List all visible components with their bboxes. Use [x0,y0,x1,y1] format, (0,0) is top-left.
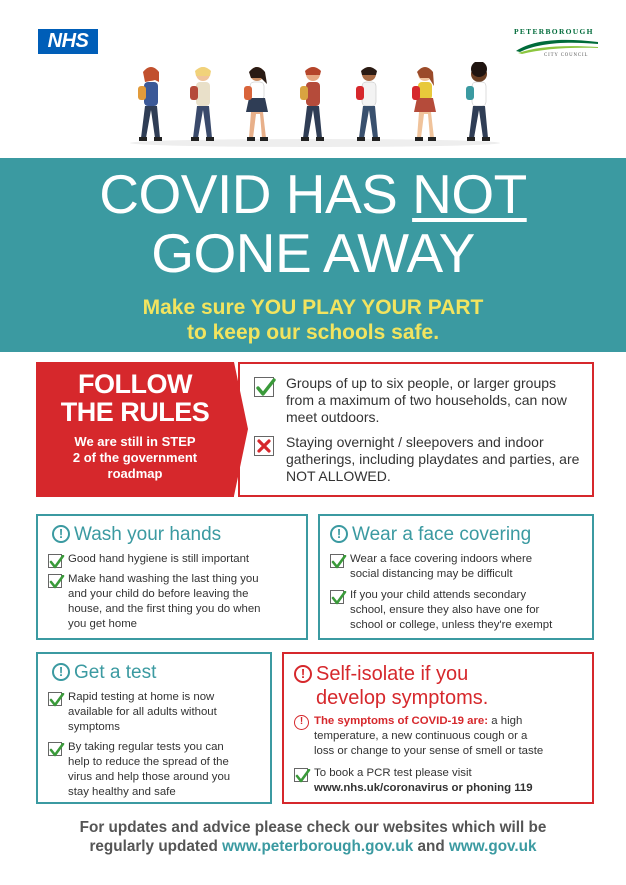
follow-rules-title-line1: FOLLOW [78,369,192,399]
green-check-icon [294,768,308,782]
self-isolate-title: ! Self-isolate if you develop symptoms. [294,662,488,710]
symptoms-item [294,714,592,762]
nhs-logo: NHS [38,29,98,54]
list-item-text: Make hand washing the last thing you and your child do before leaving the house, and the first thing you do when you get home [68,573,261,630]
roadmap-note [44,434,226,482]
green-check-icon [48,692,62,706]
footer-line1: For updates and advice please check our websites which will be [79,819,547,836]
list-item-text: Rapid testing at home is now available for all adults without symptoms [68,691,217,733]
book-test-item [294,766,592,798]
list-item-text: Good hand hygiene is still important [68,553,250,565]
wash-hands-box [36,514,308,640]
follow-rules-title-line2: THE RULES [60,397,210,427]
book-test-text: To book a PCR test please visit www.nhs.uk/coronavirus or phoning 119 [314,767,533,794]
green-check-icon [48,554,62,568]
exclamation-icon: ! [294,665,312,683]
list-item [330,588,592,636]
list-item [48,740,268,802]
peterborough-link[interactable]: www.peterborough.gov.uk [222,838,414,855]
face-covering-box [318,514,594,640]
roadmap-note-line3: roadmap [107,466,163,481]
green-check-icon [48,574,62,588]
roadmap-note-line2: 2 of the government [72,450,198,465]
council-logo-bottom: CITY COUNCIL [544,53,589,58]
rule-not-allowed-text: Staying overnight / sleepovers and indoor gatherings, including playdates and parties, are NOT ALLOWED. [286,434,580,484]
footer-note [0,818,626,856]
green-check-icon [48,742,62,756]
nhs-link[interactable]: www.nhs.uk/coronavirus or phoning 119 [314,782,533,794]
headline-emphasis: NOT [412,163,527,225]
list-item [48,552,303,568]
list-item [330,552,592,584]
council-logo-top: PETERBOROUGH [514,27,594,36]
child-figure [356,67,380,141]
child-figure [300,67,324,141]
child-figure [466,62,490,141]
exclamation-icon: ! [330,525,348,543]
subheadline-line2: to keep our schools safe. [186,321,440,344]
peterborough-council-logo [514,27,600,63]
follow-rules-title [36,370,234,426]
list-item-text: Wear a face covering indoors where social distancing may be difficult [350,553,533,580]
exclamation-icon: ! [52,525,70,543]
list-item-text: By taking regular tests you can help to reduce the spread of the virus and help those around you stay healthy and safe [68,741,231,798]
footer-line2: regularly updated www.peterborough.gov.uk and www.gov.uk [89,838,537,855]
rule-allowed-text: Groups of up to six people, or larger groups from a maximum of two households, can now meet outdoors. [286,375,567,425]
rule-not-allowed [254,434,584,486]
green-check-icon [254,377,274,397]
exclamation-icon: ! [52,663,70,681]
get-test-title: ! Get a test [52,662,156,684]
council-swoosh-icon [514,36,600,54]
child-figure [190,67,214,141]
child-figure [138,67,162,141]
self-isolate-box [282,652,594,804]
child-figure [412,67,436,141]
face-covering-title: ! Wear a face covering [330,524,531,546]
exclamation-icon: ! [294,715,309,730]
symptoms-text: The symptoms of COVID-19 are: a high temperature, a new continuous cough or a loss or change to your sense of smell or taste [314,715,544,757]
rules-list-box [238,362,594,497]
green-check-icon [330,554,344,568]
list-item [48,572,303,634]
list-item-text: If you your child attends secondary school, ensure they also have one for school or college, unless they're exempt [350,589,553,631]
headline-line2: GONE AWAY [151,222,475,284]
get-test-box [36,652,272,804]
wash-hands-title: ! Wash your hands [52,524,221,546]
red-cross-icon [254,436,274,456]
walking-children-illustration [125,62,505,148]
headline-line1: COVID HAS NOT [99,163,527,225]
subheadline-line1: Make sure YOU PLAY YOUR PART [142,296,484,319]
gov-uk-link[interactable]: www.gov.uk [448,838,537,855]
subheadline [0,295,626,345]
child-figure [244,67,268,141]
green-check-icon [330,590,344,604]
roadmap-note-line1: We are still in STEP [74,434,196,449]
list-item [48,690,268,738]
rule-allowed [254,375,584,427]
headline [0,165,626,283]
